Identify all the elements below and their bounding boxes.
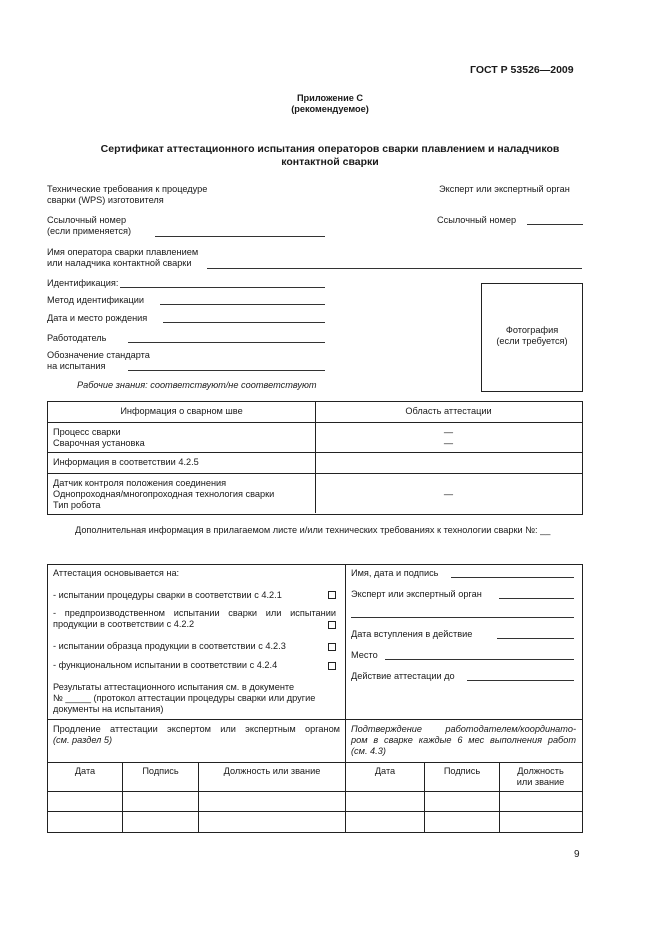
standard-line2: на испытания: [47, 361, 106, 371]
joint-sensor: Датчик контроля положения соединения: [53, 478, 227, 488]
ref-number-label: [47, 215, 131, 237]
weld-row1-label: [53, 427, 145, 449]
effective-date-label: Дата вступления в действие: [351, 629, 473, 639]
weld-col-header-info: Информация о сварном шве: [120, 406, 243, 416]
weld-col-header-scope: Область аттестации: [405, 406, 492, 416]
name-sign-field[interactable]: [451, 577, 574, 578]
expert-field[interactable]: [499, 598, 574, 599]
col-position-left: Должность или звание: [223, 766, 321, 776]
robot-type: Тип робота: [53, 500, 101, 510]
col-sign-left: Подпись: [142, 766, 179, 776]
page-number: 9: [574, 849, 580, 860]
col-position-right-line2: или звание: [516, 777, 565, 787]
weld-table-hline: [47, 452, 582, 453]
confirmation-line3: (см. 4.3): [351, 746, 386, 756]
place-field[interactable]: [385, 659, 574, 660]
basis-checkbox-2[interactable]: [328, 621, 336, 629]
basis-item-4: - функциональном испытании в соответствии с 4.2.4: [53, 660, 278, 670]
pass-technology: Однопроходная/многопроходная технология сварки: [53, 489, 275, 499]
annex-status: (рекомендуемое): [291, 104, 369, 114]
weld-table-hline: [47, 422, 582, 423]
attestation-hline: [47, 811, 582, 812]
ref-number-line2: (если применяется): [47, 226, 132, 236]
extension-line1: Продление аттестации экспертом или экспертным органом: [53, 724, 340, 734]
expert-label: Эксперт или экспертный орган: [351, 589, 482, 599]
document-title: [40, 143, 620, 168]
ref-number-line1: Ссылочный номер: [47, 215, 127, 225]
basis-item-2-line2: продукции в соответствии с 4.2.2: [53, 619, 195, 629]
basis-checkbox-1[interactable]: [328, 591, 336, 599]
basis-checkbox-4[interactable]: [328, 662, 336, 670]
results-text: [53, 682, 338, 715]
weld-row3-value: —: [443, 489, 454, 499]
extension-line2: (см. раздел 5): [53, 735, 113, 745]
results-line1: Результаты аттестационного испытания см. в документе: [53, 682, 295, 692]
weld-row1-values: [316, 427, 581, 449]
attestation-hline: [47, 719, 582, 720]
photo-line1: Фотография: [505, 325, 559, 335]
attestation-hline: [47, 791, 582, 792]
expert-org-label: Эксперт или экспертный орган: [439, 184, 570, 194]
wps-label-line1: Технические требования к процедуре: [47, 184, 208, 194]
wps-label-line2: сварки (WPS) изготовителя: [47, 195, 164, 205]
work-knowledge: Рабочие знания: соответствуют/не соответствуют: [77, 380, 317, 390]
results-line3: документы на испытания): [53, 704, 164, 714]
annex-title: Приложение С: [296, 93, 364, 103]
based-on-label: Аттестация основывается на:: [53, 568, 180, 578]
identification-label: Идентификация:: [47, 278, 119, 288]
ref-number-right-field[interactable]: [527, 224, 583, 225]
id-method-field[interactable]: [160, 304, 325, 305]
ref-number-field[interactable]: [155, 236, 325, 237]
employer-label: Работодатель: [47, 333, 107, 343]
standard-line1: Обозначение стандарта: [47, 350, 150, 360]
birth-label: Дата и место рождения: [47, 313, 148, 323]
results-line2: № _____ (протокол аттестации процедуры сварки или другие: [53, 693, 316, 703]
document-title-line1: Сертификат аттестационного испытания операторов сварки плавлением и наладчиков: [100, 143, 560, 155]
ref-number-right-label: Ссылочный номер: [437, 215, 517, 225]
welding-installation-value: —: [443, 438, 454, 448]
operator-label: [47, 247, 198, 269]
employer-field[interactable]: [128, 342, 325, 343]
welding-process: Процесс сварки: [53, 427, 121, 437]
welding-process-value: —: [443, 427, 454, 437]
col-sign-right: Подпись: [443, 766, 481, 776]
photo-box[interactable]: [481, 283, 583, 392]
attestation-hline: [47, 762, 582, 763]
standard-field[interactable]: [128, 370, 325, 371]
basis-item-2-line1: - предпроизводственном испытании сварки или испытании: [53, 608, 336, 618]
photo-label: [482, 325, 582, 347]
standard-number: ГОСТ Р 53526—2009: [470, 64, 574, 76]
welding-installation: Сварочная установка: [53, 438, 145, 448]
expert-field-2[interactable]: [351, 617, 574, 618]
basis-checkbox-3[interactable]: [328, 643, 336, 651]
col-position-right: [500, 766, 581, 788]
confirmation-text: [351, 724, 576, 757]
confirmation-line2: ром в сварке каждые 6 мес выполнения работ: [351, 735, 576, 745]
weld-row2-label: Информация в соответствии 4.2.5: [53, 457, 199, 467]
photo-line2: (если требуется): [496, 336, 568, 346]
valid-until-label: Действие аттестации до: [351, 671, 455, 681]
document-title-line2: контактной сварки: [281, 155, 379, 168]
name-sign-label: Имя, дата и подпись: [351, 568, 439, 578]
operator-line1: Имя оператора сварки плавлением: [47, 247, 199, 257]
confirmation-line1: Подтверждение работодателем/координато-: [351, 724, 576, 734]
weld-row3-label: [53, 478, 274, 511]
standard-label: [47, 350, 150, 372]
weld-table-hline: [47, 473, 582, 474]
identification-field[interactable]: [120, 287, 325, 288]
place-label: Место: [351, 650, 378, 660]
basis-item-1: - испытании процедуры сварки в соответствии с 4.2.1: [53, 590, 282, 600]
birth-field[interactable]: [163, 322, 325, 323]
basis-item-3: - испытании образца продукции в соответствии с 4.2.3: [53, 641, 286, 651]
effective-date-field[interactable]: [497, 638, 574, 639]
additional-info: Дополнительная информация в прилагаемом листе и/или технических требованиях к технологии сварки №: __: [75, 525, 551, 535]
col-date-left: Дата: [74, 766, 96, 776]
col-position-right-line1: Должность: [517, 766, 564, 776]
operator-field[interactable]: [207, 268, 582, 269]
col-date-right: Дата: [374, 766, 396, 776]
operator-line2: или наладчика контактной сварки: [47, 258, 192, 268]
wps-label: [47, 184, 207, 206]
id-method-label: Метод идентификации: [47, 295, 145, 305]
valid-until-field[interactable]: [467, 680, 574, 681]
